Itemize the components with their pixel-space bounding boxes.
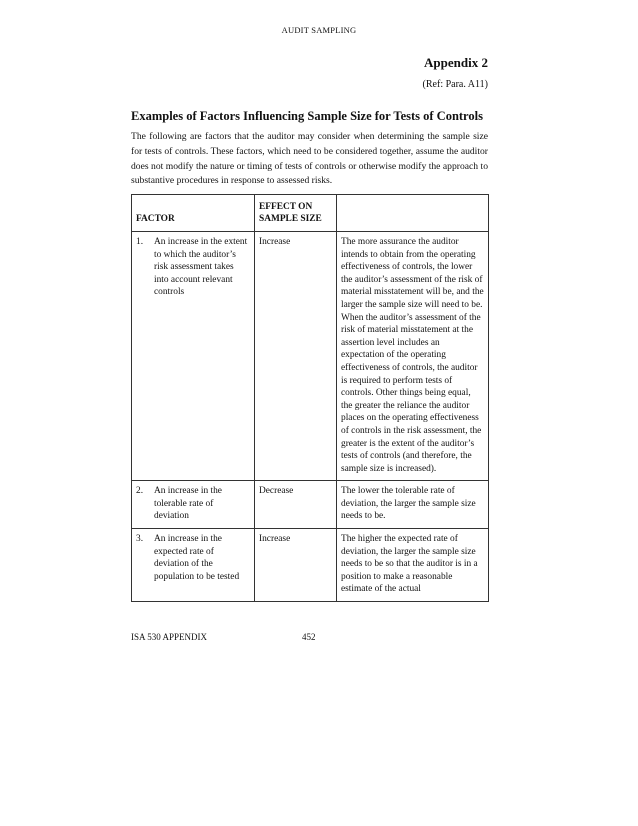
explanation-cell: The lower the tolerable rate of deviation, the larger the sample size needs to be. [337, 481, 489, 529]
row-number: 2. [136, 486, 144, 497]
table-row [132, 481, 489, 529]
factor-text: An increase in the tolerable rate of deviation [154, 486, 222, 522]
running-header: AUDIT SAMPLING [281, 25, 357, 35]
effect-cell: Increase [255, 529, 337, 602]
header-effect [255, 195, 337, 232]
factor-cell [132, 232, 255, 481]
row-number: 1. [136, 237, 144, 247]
header-factor: FACTOR [132, 195, 255, 232]
factors-table [131, 194, 489, 602]
factor-cell [132, 529, 255, 602]
footer-page-number: 452 [302, 632, 316, 642]
explanation-cell: The more assurance the auditor intends to obtain from the operating effectiveness of controls, the lower the auditor’s assessment of the risk of material misstatement will be, and the larger the sample size will need to be. When the auditor’s assessment of the risk of material misstatement at the assertion level includes an expectation of the operating effectiveness of controls, the auditor is required to perform tests of controls. Other things being equal, the greater the reliance the auditor places on the operating effectiveness of controls in the risk assessment, the greater is the extent of the auditor’s tests of controls (and therefore, the sample size is increased). [337, 232, 489, 481]
header-effect-line1: EFFECT ON [259, 201, 313, 212]
factor-cell [132, 481, 255, 529]
header-effect-line2: SAMPLE SIZE [259, 214, 322, 225]
effect-cell: Decrease [255, 481, 337, 529]
header-explanation [337, 195, 489, 232]
explanation-cell: The higher the expected rate of deviation, the larger the sample size needs to be so that the auditor is in a position to make a reasonable estimate of the actual [337, 529, 489, 602]
row-number: 3. [136, 534, 144, 545]
table-row [132, 232, 489, 481]
section-heading: Examples of Factors Influencing Sample Size for Tests of Controls [131, 109, 483, 123]
table-header-row [132, 195, 489, 232]
appendix-title: Appendix 2 [424, 55, 488, 70]
factor-text: An increase in the extent to which the auditor’s risk assessment takes into account relevant controls [154, 237, 248, 298]
intro-paragraph: The following are factors that the auditor may consider when determining the sample size for tests of controls. These factors, which need to be considered together, assume the auditor does not modify the nature or timing of tests of controls or otherwise modify the approach to substantive procedures in response to assessed risks. [131, 131, 488, 187]
footer-document-label: ISA 530 APPENDIX [131, 632, 208, 642]
factor-text: An increase in the expected rate of deviation of the population to be tested [154, 534, 240, 582]
effect-cell: Increase [255, 232, 337, 481]
appendix-reference: (Ref: Para. A11) [422, 79, 488, 90]
table-row [132, 529, 489, 602]
